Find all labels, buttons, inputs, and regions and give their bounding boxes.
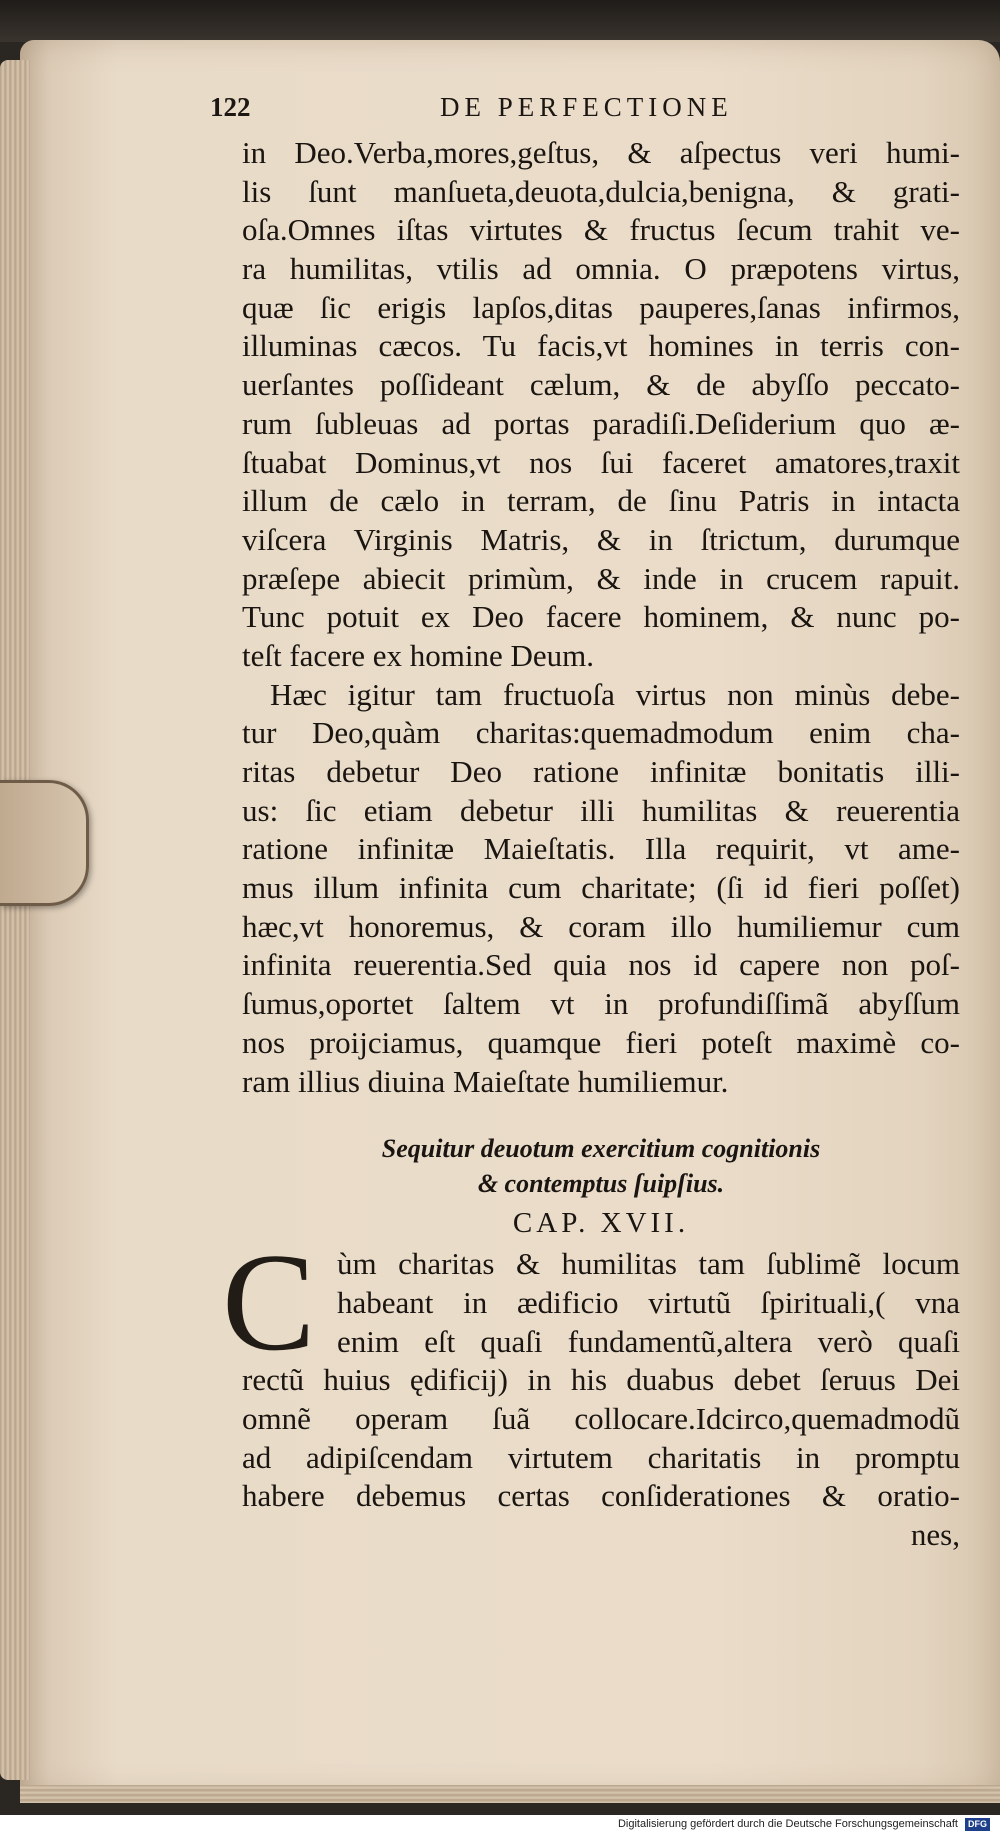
text-line: oſa.Omnes iſtas virtutes & fructus ſecum trahit ve- [242,212,960,248]
paragraph-1 [242,134,960,676]
catchword: nes, [910,1517,960,1552]
text-line: uerſantes poſſideant cælum, & de abyſſo peccato- [242,367,960,403]
text-line: ra humilitas, vtilis ad omnia. O præpotens virtus, [242,251,960,287]
page-number: 122 [210,92,251,122]
text-line: Tunc potuit ex Deo facere hominem, & nunc po- [242,599,960,635]
text-line: habeant in ædificio virtutũ ſpirituali,( vna [337,1284,960,1320]
text-line: Hæc igitur tam fructuoſa virtus non minùs debe- [270,676,960,712]
text-line: præſepe abiecit primùm, & inde in crucem rapuit. [242,560,960,596]
text-line: ritas debetur Deo ratione infinitæ bonitatis illi- [242,754,960,789]
chapter-number: CAP. XVII. [512,1207,690,1240]
text-line: ratione infinitæ Maieſtatis. Illa requirit, vt ame- [242,831,960,867]
text-line: illum de cælo in terram, de ſinu Patris in intacta [242,483,960,519]
dfg-logo-icon: DFG [965,1818,990,1831]
footer-credit [618,1815,990,1833]
text-line: us: ſic etiam debetur illi humilitas & reuerentia [242,792,960,828]
running-title: DE PERFECTIONE [440,92,733,122]
text-line: habere debemus certas conſiderationes & oratio- [242,1478,960,1514]
book-clasp-icon [0,780,89,906]
page-edges-left [0,60,30,1780]
scan-top-shadow [0,0,1000,42]
text-line: rum ſubleuas ad portas paradiſi.Deſiderium quo æ- [242,405,960,441]
section-heading-line-1: Sequitur deuotum exercitium cognitionis [381,1134,821,1164]
text-line: nos proijciamus, quamque fieri poteſt maximè co- [242,1024,960,1060]
text-line: infinita reuerentia.Sed quia nos id capere non poſ- [242,947,960,983]
text-line: ùm charitas & humilitas tam ſublimẽ locum [337,1246,960,1282]
dropcap-lines [242,1245,960,1361]
section-heading-line-2: & contemptus ſuipſius. [477,1169,725,1199]
text-line: enim eſt quaſi fundamentũ,altera verò quaſi [337,1323,960,1359]
text-line: lis ſunt manſueta,deuota,dulcia,benigna, & grati- [242,173,960,209]
footer-credit-text: Digitalisierung gefördert durch die Deutsche Forschungsgemeinschaft [617,1818,958,1830]
text-line: in Deo.Verba,mores,geſtus, & aſpectus veri humi- [242,135,960,170]
text-line: quæ ſic erigis lapſos,ditas pauperes,ſanas infirmos, [242,289,960,325]
text-line: ſumus,oportet ſaltem vt in profundiſſimã abyſſum [242,986,960,1022]
text-line: teſt facere ex homine Deum. [242,637,595,673]
text-line: tur Deo,quàm charitas:quemadmodum enim cha- [242,715,960,751]
text-line: mus illum infinita cum charitate; (ſi id fieri poſſet) [242,870,960,906]
text-line: omnẽ operam ſuã collocare.Idcirco,quemadmodũ [242,1400,960,1436]
running-head [210,92,970,136]
text-line: ad adipiſcendam virtutem charitatis in promptu [242,1439,960,1475]
main-text [222,134,960,1555]
text-line: viſcera Virginis Matris, & in ſtrictum, durumque [242,521,960,557]
paragraph-3 [242,1361,960,1516]
paragraph-2 [242,676,960,1102]
text-line: hæc,vt honoremus, & coram illo humiliemur cum [242,908,960,944]
text-line: rectũ huius ędificij) in his duabus debet ſeruus Dei [242,1362,960,1398]
text-line: illuminas cæcos. Tu facis,vt homines in terris con- [242,328,960,364]
section-gap [242,1101,960,1131]
dropcap-letter: C [222,1225,316,1381]
page-edges-bottom [20,1785,1000,1803]
text-line: ram illius diuina Maieſtate humiliemur. [242,1063,729,1099]
text-line: ſtuabat Dominus,vt nos ſui faceret amatores,traxit [242,444,960,480]
